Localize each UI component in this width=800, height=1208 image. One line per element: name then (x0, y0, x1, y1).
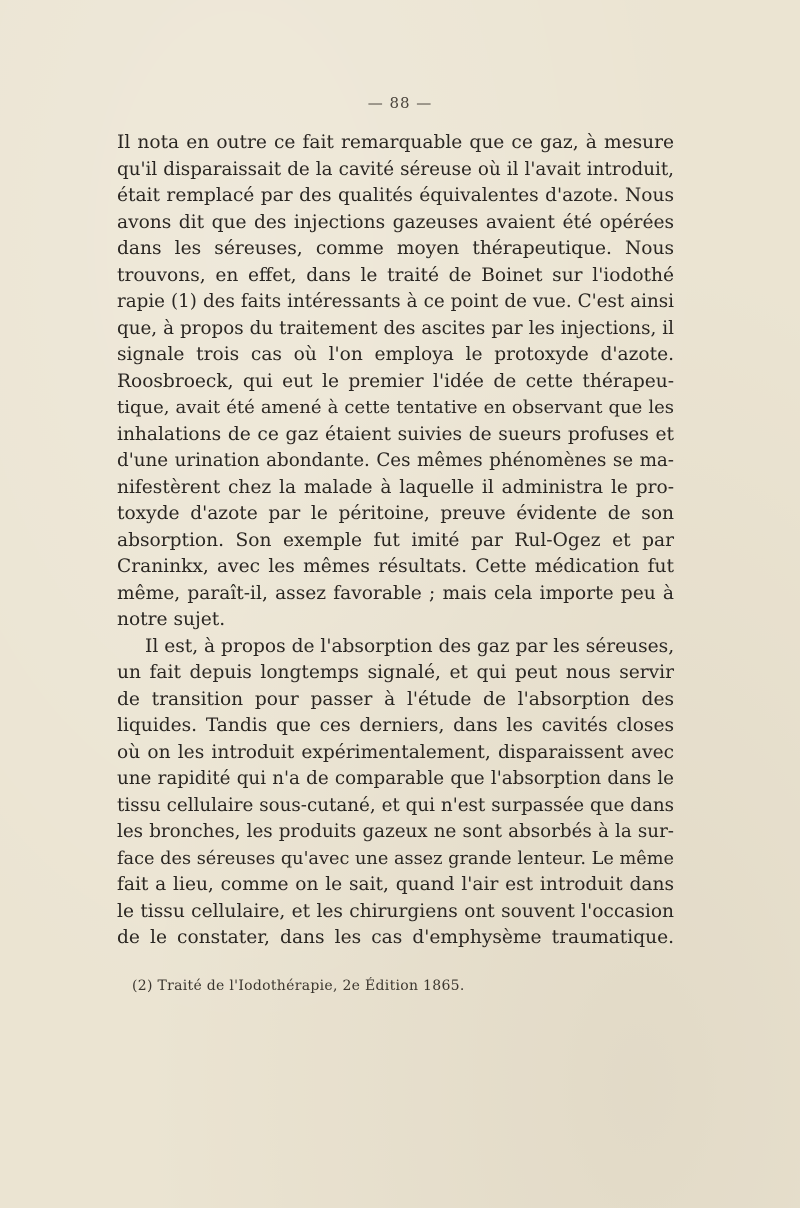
text-line: liquides. Tandis que ces derniers, dans les cavités closes (117, 715, 674, 736)
text-line: de transition pour passer à l'étude de l'absorption des (117, 688, 674, 710)
text-line: rapie (1) des faits intéressants à ce point de vue. C'est ainsi (117, 291, 674, 312)
text-line: toxyde d'azote par le péritoine, preuve évidente de son (117, 503, 674, 524)
text-line: fait a lieu, comme on le sait, quand l'air est introduit dans (117, 874, 674, 895)
text-line: avons dit que des injections gazeuses avaient été opérées (117, 211, 674, 233)
text-line: dans les séreuses, comme moyen thérapeutique. Nous (117, 238, 674, 259)
text-line: Il nota en outre ce fait remarquable que ce gaz, à mesure (117, 132, 674, 153)
text-line: Il est, à propos de l'absorption des gaz par les séreuses, (145, 635, 675, 657)
text-line: tissu cellulaire sous-cutané, et qui n'est surpassée que dans (117, 794, 674, 816)
text-line: que, à propos du traitement des ascites par les injections, il (117, 317, 674, 339)
text-line: nifestèrent chez la malade à laquelle il administra le pro- (117, 476, 674, 498)
text-line: une rapidité qui n'a de comparable que l'absorption dans le (117, 768, 674, 789)
text-line: inhalations de ce gaz étaient suivies de sueurs profuses et (117, 423, 674, 445)
text-line: trouvons, en effet, dans le traité de Boinet sur l'iodothé (117, 264, 674, 286)
page-number: — 88 — (367, 94, 433, 112)
text-line: face des séreuses qu'avec une assez grande lenteur. Le même (117, 848, 674, 869)
footnote: (2) Traité de l'Iodothérapie, 2e Édition 1865. (132, 978, 465, 994)
text-line: même, paraît-il, assez favorable ; mais cela importe peu à (117, 582, 674, 604)
body-text (117, 130, 674, 952)
text-line: un fait depuis longtemps signalé, et qui peut nous servir (117, 662, 674, 683)
paragraph-2 (117, 634, 674, 952)
text-line: signale trois cas où l'on employa le protoxyde d'azote. (117, 344, 674, 365)
text-line: Craninkx, avec les mêmes résultats. Cette médication fut (117, 556, 674, 577)
text-line: était remplacé par des qualités équivalentes d'azote. Nous (117, 185, 674, 206)
text-line: d'une urination abondante. Ces mêmes phénomènes se ma- (117, 450, 674, 471)
text-line: le tissu cellulaire, et les chirurgiens ont souvent l'occasion (117, 900, 674, 922)
text-line: absorption. Son exemple fut imité par Rul-Ogez et par (117, 529, 674, 551)
text-line: de le constater, dans les cas d'emphysème traumatique. (117, 927, 674, 948)
paragraph-1 (117, 130, 674, 634)
text-line: notre sujet. (117, 609, 226, 630)
text-line: qu'il disparaissait de la cavité séreuse où il l'avait introduit, (117, 158, 674, 180)
text-line: Roosbroeck, qui eut le premier l'idée de cette thérapeu- (117, 370, 674, 392)
text-line: tique, avait été amené à cette tentative en observant que les (117, 397, 674, 418)
text-line: les bronches, les produits gazeux ne sont absorbés à la sur- (117, 821, 674, 842)
text-line: où on les introduit expérimentalement, disparaissent avec (117, 741, 674, 763)
